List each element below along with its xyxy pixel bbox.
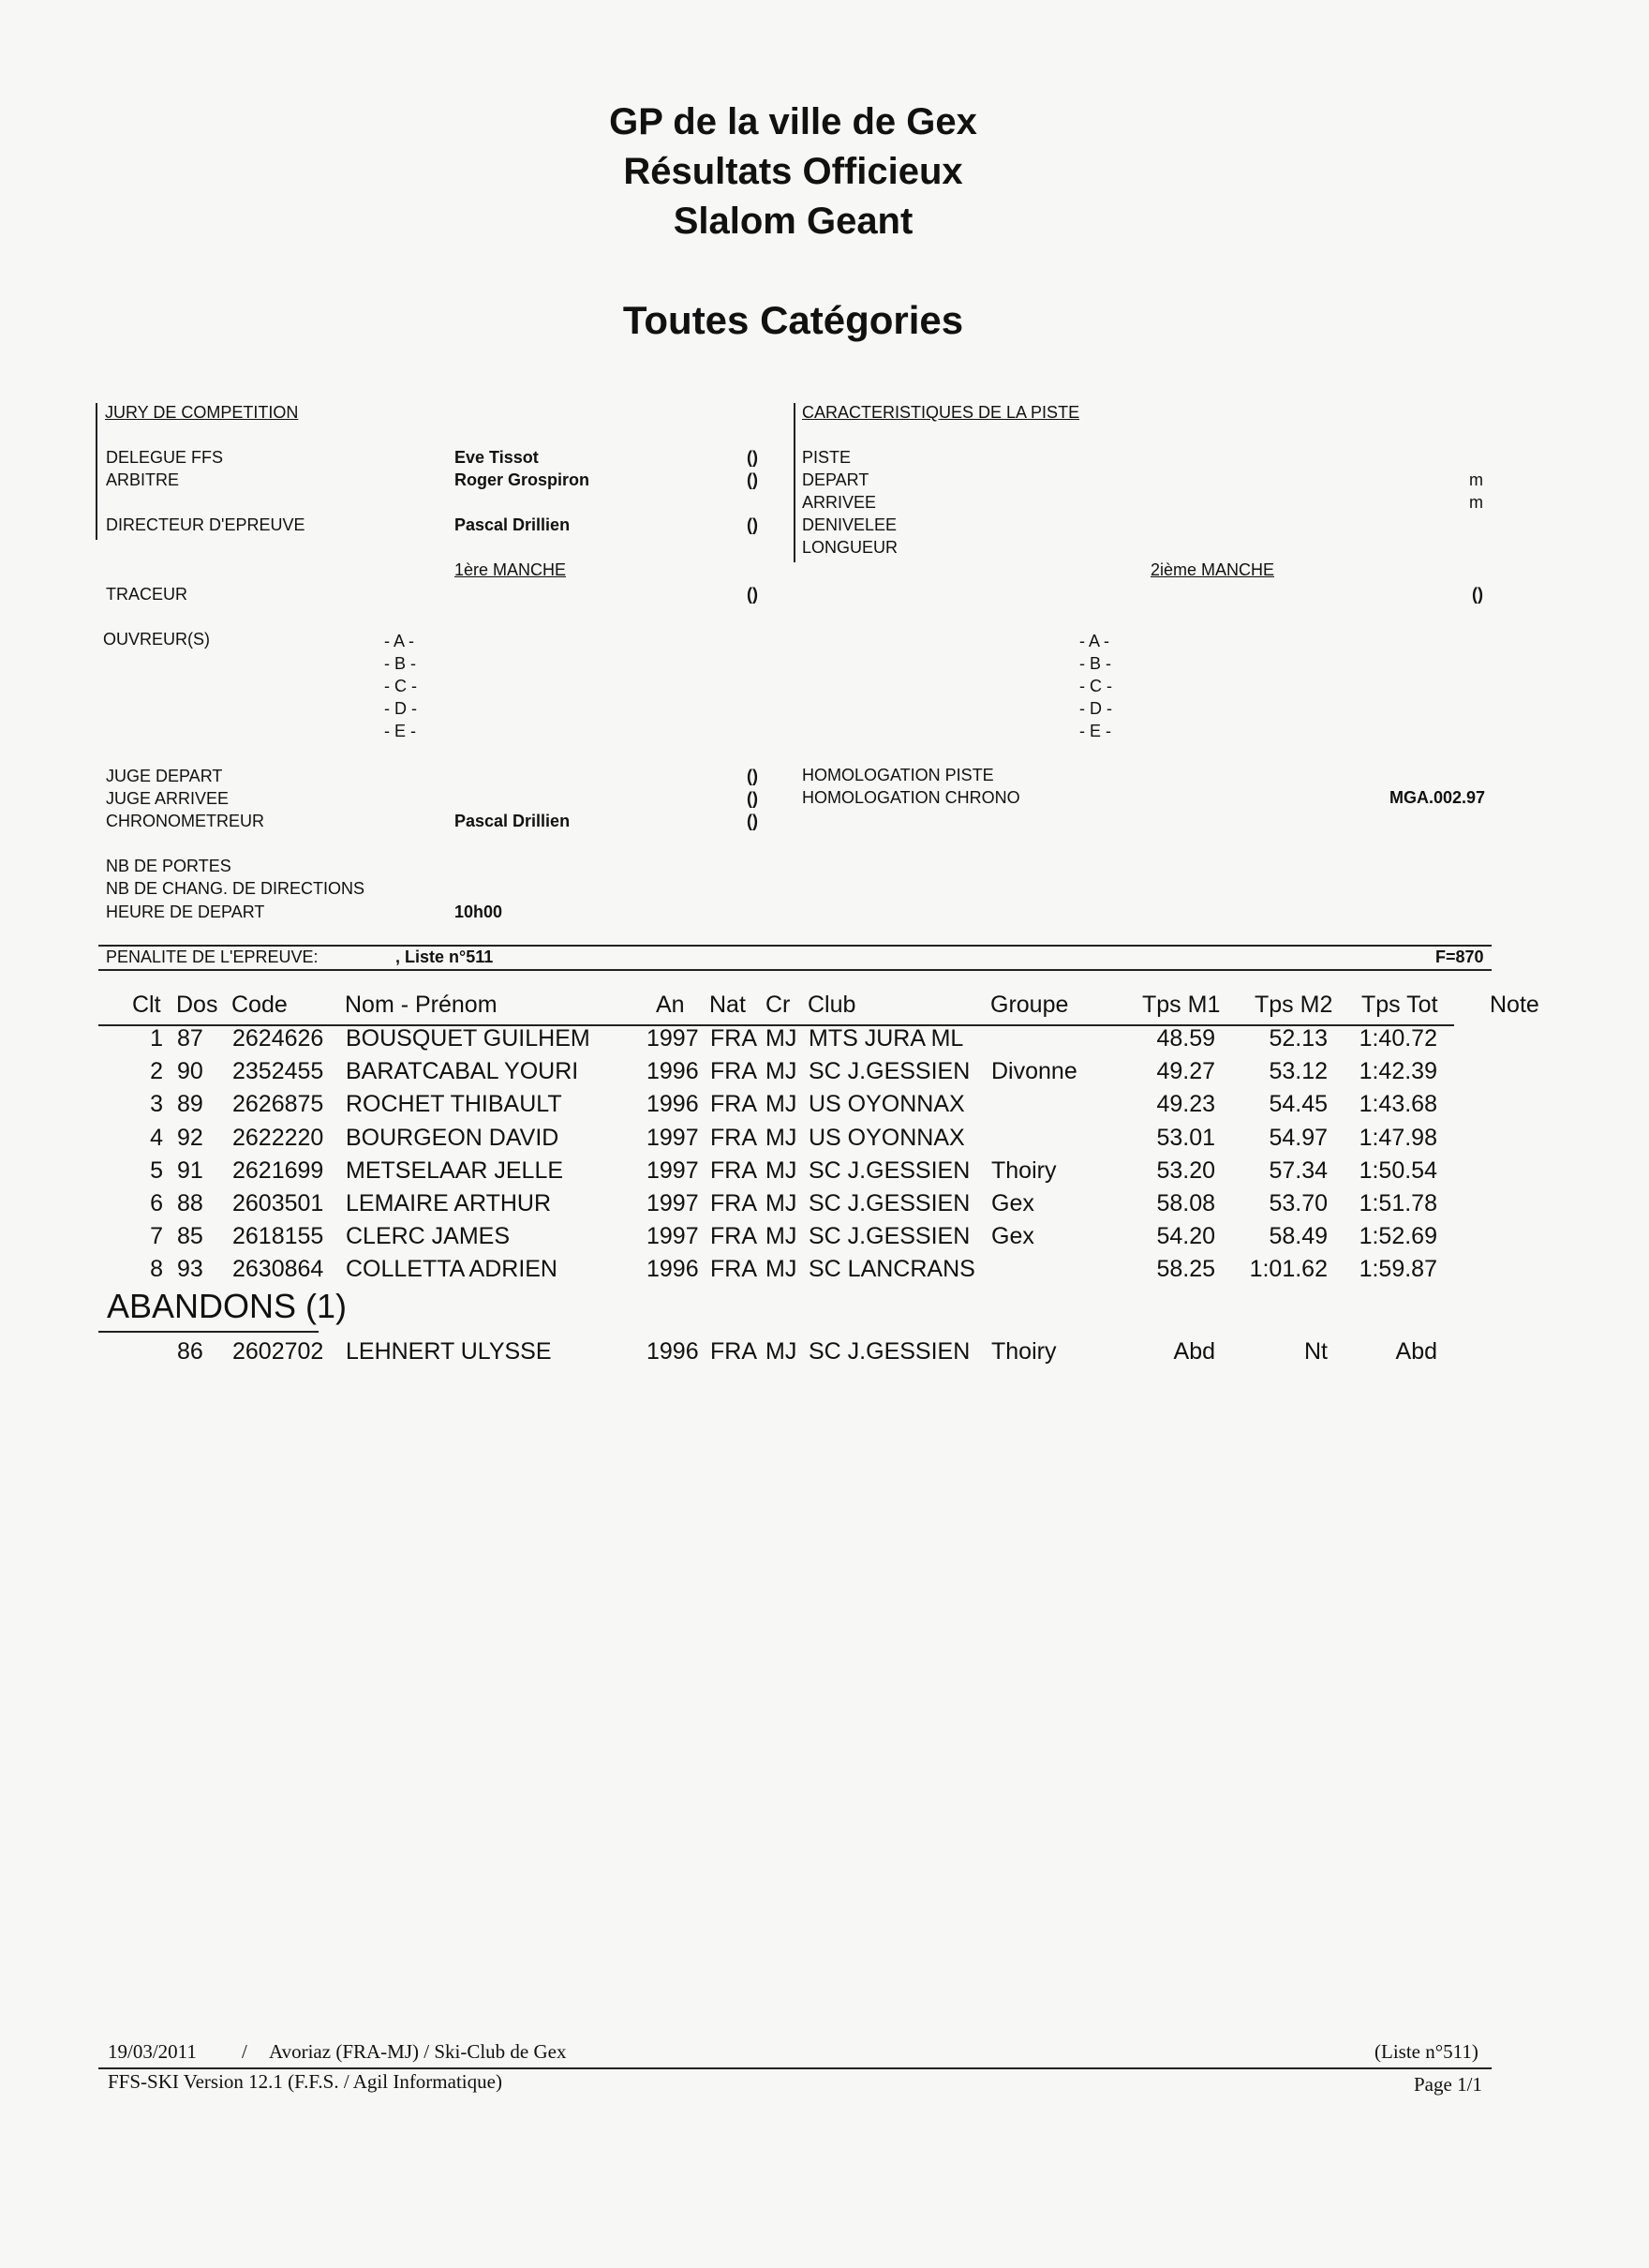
cell-m1: 54.20 [1156,1223,1215,1249]
table-header-cell: Nat [709,992,746,1018]
cell-an: 1997 [646,1125,699,1151]
table-header-cell: Nom - Prénom [345,992,498,1018]
cell-m1: Abd [1173,1338,1215,1365]
cell-nat: FRA [710,1157,757,1184]
juge-arrivee-label: JUGE ARRIVEE [106,789,230,808]
cell-clt: 6 [150,1190,163,1216]
arbitre-name: Roger Grospiron [454,470,590,489]
cell-m2: 52.13 [1269,1025,1328,1052]
jury-heading: JURY DE COMPETITION [105,403,299,422]
cell-dos: 89 [177,1091,203,1117]
cell-cr: MJ [765,1025,797,1052]
juge-depart-label: JUGE DEPART [106,767,223,785]
cell-an: 1997 [646,1157,699,1184]
cell-dos: 92 [177,1125,203,1151]
juge-depart-paren: () [747,767,758,785]
piste-border [794,403,795,562]
cell-dos: 87 [177,1025,203,1052]
cell-club: SC J.GESSIEN [809,1338,971,1365]
cell-club: SC J.GESSIEN [809,1058,971,1084]
cell-m2: 53.70 [1269,1190,1328,1216]
cell-an: 1996 [646,1058,699,1084]
cell-code: 2624626 [232,1025,324,1052]
title-discipline: Slalom Geant [673,201,914,242]
cell-m1: 53.20 [1156,1157,1215,1184]
abandons-heading: ABANDONS (1) [107,1287,348,1325]
traceur-paren-m1: () [747,585,758,604]
cell-nom: CLERC JAMES [346,1223,511,1249]
cell-club: MTS JURA ML [809,1025,964,1052]
title-category: Toutes Catégories [622,298,964,342]
delegue-paren: () [747,448,758,467]
table-header-cell: Tps Tot [1361,992,1438,1018]
cell-code: 2621699 [232,1157,324,1184]
cell-nat: FRA [710,1256,757,1282]
cell-nat: FRA [710,1223,757,1249]
cell-tot: 1:59.87 [1359,1256,1437,1282]
table-header-cell: Cr [765,992,791,1018]
delegue-label: DELEGUE FFS [106,448,224,467]
cell-dos: 85 [177,1223,203,1249]
cell-nom: LEMAIRE ARTHUR [346,1190,552,1216]
cell-code: 2622220 [232,1125,324,1151]
cell-clt: 4 [150,1125,163,1151]
cell-tot: 1:40.72 [1359,1025,1437,1052]
homol-chrono-label: HOMOLOGATION CHRONO [802,788,1020,807]
cell-m1: 53.01 [1156,1125,1215,1151]
jury-border [96,403,97,540]
cell-m2: 57.34 [1269,1157,1328,1184]
table-header-cell: Code [231,992,288,1018]
cell-an: 1997 [646,1025,699,1052]
cell-cr: MJ [765,1157,797,1184]
chrono-name: Pascal Drillien [454,812,571,830]
cell-dos: 91 [177,1157,203,1184]
title-event: GP de la ville de Gex [609,101,977,142]
cell-an: 1996 [646,1256,699,1282]
cell-nat: FRA [710,1338,757,1365]
cell-cr: MJ [765,1190,797,1216]
table-header-cell: Tps M2 [1255,992,1333,1018]
cell-groupe: Gex [991,1190,1034,1216]
cell-nom: METSELAAR JELLE [346,1157,564,1184]
cell-nat: FRA [710,1190,757,1216]
table-header-cell: Club [808,992,856,1018]
cell-m2: 1:01.62 [1249,1256,1328,1282]
cell-cr: MJ [765,1223,797,1249]
cell-m1: 58.25 [1156,1256,1215,1282]
cell-nat: FRA [710,1058,757,1084]
ouvreurs-m2-list [1079,630,1112,742]
cell-cr: MJ [765,1058,797,1084]
cell-m2: 53.12 [1269,1058,1328,1084]
cell-groupe: Divonne [991,1058,1077,1084]
cell-clt: 5 [150,1157,163,1184]
heure-label: HEURE DE DEPART [106,903,265,921]
ouvreur-m2-item: - B - [1079,654,1111,673]
ouvreur-m2-item: - A - [1079,632,1110,650]
cell-clt: 2 [150,1058,163,1084]
cell-m2: Nt [1304,1338,1328,1365]
cell-tot: 1:50.54 [1359,1157,1437,1184]
traceur-label: TRACEUR [106,585,188,604]
cell-dos: 88 [177,1190,203,1216]
ouvreurs-m1-list [384,630,417,742]
abandons-line [98,1331,319,1333]
heure-value: 10h00 [454,903,503,921]
ouvreur-m1-item: - B - [384,654,416,673]
cell-clt: 7 [150,1223,163,1249]
title-status: Résultats Officieux [623,151,963,192]
cell-m2: 58.49 [1269,1223,1328,1249]
cell-m1: 49.23 [1156,1091,1215,1117]
cell-m1: 49.27 [1156,1058,1215,1084]
cell-tot: Abd [1395,1338,1437,1365]
juge-arrivee-paren: () [747,789,758,808]
cell-cr: MJ [765,1091,797,1117]
depart-unit: m [1469,470,1483,489]
cell-m1: 58.08 [1156,1190,1215,1216]
cell-tot: 1:52.69 [1359,1223,1437,1249]
cell-club: SC J.GESSIEN [809,1223,971,1249]
ouvreur-m1-item: - A - [384,632,415,650]
cell-dos: 86 [177,1338,203,1365]
cell-code: 2618155 [232,1223,324,1249]
arbitre-paren: () [747,470,758,489]
penalite-label: PENALITE DE L'EPREUVE: [106,947,319,966]
piste-heading: CARACTERISTIQUES DE LA PISTE [802,403,1080,422]
cell-groupe: Thoiry [991,1157,1057,1184]
piste-label: PISTE [802,448,852,467]
manche1-label: 1ère MANCHE [454,560,567,579]
longueur-label: LONGUEUR [802,538,899,557]
cell-clt: 8 [150,1256,163,1282]
cell-code: 2603501 [232,1190,324,1216]
cell-tot: 1:43.68 [1359,1091,1437,1117]
cell-nom: BOUSQUET GUILHEM [346,1025,590,1052]
cell-tot: 1:47.98 [1359,1125,1437,1151]
footer-liste: (Liste n°511) [1374,2040,1478,2063]
cell-groupe: Thoiry [991,1338,1057,1365]
penalite-f-value: F=870 [1435,947,1484,966]
cell-m2: 54.45 [1269,1091,1328,1117]
footer-venue: Avoriaz (FRA-MJ) / Ski-Club de Gex [269,2040,567,2063]
cell-nom: ROCHET THIBAULT [346,1091,562,1117]
cell-cr: MJ [765,1125,797,1151]
arrivee-unit: m [1469,493,1483,512]
footer-page: Page 1/1 [1414,2073,1482,2096]
cell-club: US OYONNAX [809,1091,965,1117]
ouvreur-m2-item: - C - [1079,677,1112,695]
cell-club: SC LANCRANS [809,1256,975,1282]
ouvreur-m1-item: - E - [384,722,416,740]
homol-piste-label: HOMOLOGATION PISTE [802,766,994,784]
cell-dos: 93 [177,1256,203,1282]
cell-an: 1997 [646,1223,699,1249]
cell-code: 2602702 [232,1338,324,1365]
arbitre-label: ARBITRE [106,470,180,489]
cell-club: US OYONNAX [809,1125,965,1151]
directeur-paren: () [747,515,758,534]
cell-nat: FRA [710,1025,757,1052]
cell-nom: BARATCABAL YOURI [346,1058,579,1084]
nb-portes-label: NB DE PORTES [106,857,231,875]
footer-line [98,2067,1492,2069]
penalite-liste: , Liste n°511 [395,947,494,966]
table-header-cell: An [656,992,685,1018]
cell-clt: 3 [150,1091,163,1117]
table-header-cell: Dos [176,992,218,1018]
cell-groupe: Gex [991,1223,1034,1249]
depart-label: DEPART [802,470,869,489]
cell-code: 2626875 [232,1091,324,1117]
cell-tot: 1:51.78 [1359,1190,1437,1216]
cell-clt: 1 [150,1025,163,1052]
cell-dos: 90 [177,1058,203,1084]
cell-cr: MJ [765,1256,797,1282]
table-header-cell: Note [1490,992,1539,1018]
cell-an: 1996 [646,1338,699,1365]
footer-slash: / [242,2040,247,2063]
cell-code: 2352455 [232,1058,324,1084]
manche2-label: 2ième MANCHE [1151,560,1275,579]
cell-an: 1997 [646,1190,699,1216]
denivelee-label: DENIVELEE [802,515,898,534]
cell-m2: 54.97 [1269,1125,1328,1151]
cell-club: SC J.GESSIEN [809,1190,971,1216]
chrono-label: CHRONOMETREUR [106,812,264,830]
cell-nom: BOURGEON DAVID [346,1125,559,1151]
cell-nat: FRA [710,1125,757,1151]
delegue-name: Eve Tissot [454,448,539,467]
directeur-label: DIRECTEUR D'EPREUVE [106,515,305,534]
chrono-paren: () [747,812,758,830]
cell-cr: MJ [765,1338,797,1365]
ouvreur-m1-item: - D - [384,699,417,718]
arrivee-label: ARRIVEE [802,493,877,512]
cell-code: 2630864 [232,1256,324,1282]
cell-nom: COLLETTA ADRIEN [346,1256,557,1282]
cell-nom: LEHNERT ULYSSE [346,1338,552,1365]
penalite-top-line [98,945,1492,947]
directeur-name: Pascal Drillien [454,515,571,534]
cell-tot: 1:42.39 [1359,1058,1437,1084]
ouvreurs-label: OUVREUR(S) [103,630,211,649]
cell-an: 1996 [646,1091,699,1117]
cell-nat: FRA [710,1091,757,1117]
cell-club: SC J.GESSIEN [809,1157,971,1184]
traceur-paren-m2: () [1472,585,1483,604]
footer-date: 19/03/2011 [108,2040,197,2063]
cell-m1: 48.59 [1156,1025,1215,1052]
table-header-cell: Groupe [990,992,1069,1018]
ouvreur-m1-item: - C - [384,677,417,695]
footer-software: FFS-SKI Version 12.1 (F.F.S. / Agil Informatique) [108,2070,502,2093]
ouvreur-m2-item: - E - [1079,722,1111,740]
homol-chrono-value: MGA.002.97 [1389,788,1486,807]
table-header-cell: Tps M1 [1142,992,1221,1018]
nb-chang-label: NB DE CHANG. DE DIRECTIONS [106,879,365,898]
penalite-bottom-line [98,969,1492,971]
table-header-cell: Clt [132,992,161,1018]
ouvreur-m2-item: - D - [1079,699,1112,718]
